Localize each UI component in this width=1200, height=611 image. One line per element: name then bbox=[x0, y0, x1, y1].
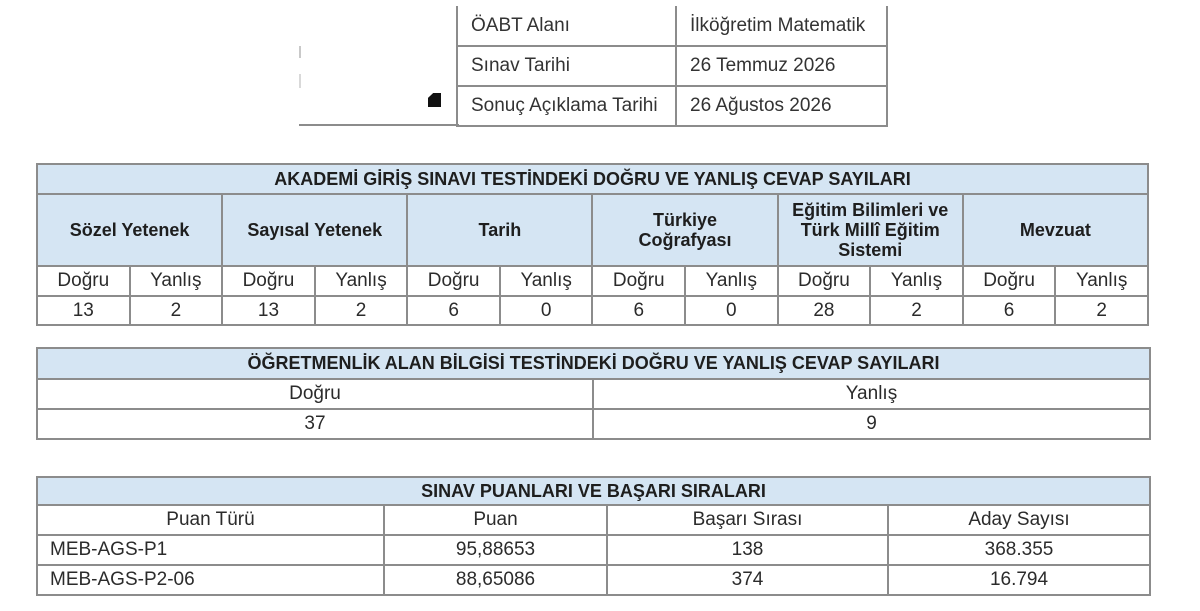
wrong-label: Yanlış bbox=[130, 266, 223, 296]
subject-header bbox=[778, 194, 963, 266]
scan-artifact bbox=[299, 74, 301, 88]
correct-count: 6 bbox=[963, 296, 1056, 325]
score-type: MEB-AGS-P1 bbox=[37, 535, 384, 565]
ags-table-title: AKADEMİ GİRİŞ SINAVI TESTİNDEKİ DOĞRU VE YANLIŞ CEVAP SAYILARI bbox=[37, 164, 1148, 194]
subject-header: Sayısal Yetenek bbox=[222, 194, 407, 266]
info-value: 26 Ağustos 2026 bbox=[676, 86, 887, 126]
candidate-count: 368.355 bbox=[888, 535, 1150, 565]
subject-header-text: Türkiye Coğrafyası bbox=[638, 210, 732, 250]
oabt-answers-table bbox=[36, 347, 1151, 440]
wrong-label: Yanlış bbox=[315, 266, 408, 296]
correct-label: Doğru bbox=[963, 266, 1056, 296]
exam-info-table bbox=[456, 6, 888, 127]
score-type: MEB-AGS-P2-06 bbox=[37, 565, 384, 595]
wrong-count: 2 bbox=[130, 296, 223, 325]
correct-count: 13 bbox=[222, 296, 315, 325]
correct-count: 13 bbox=[37, 296, 130, 325]
subject-header: Mevzuat bbox=[963, 194, 1148, 266]
column-header: Başarı Sırası bbox=[607, 505, 888, 535]
score-value: 95,88653 bbox=[384, 535, 607, 565]
wrong-label: Yanlış bbox=[870, 266, 963, 296]
column-header: Aday Sayısı bbox=[888, 505, 1150, 535]
subject-header bbox=[592, 194, 777, 266]
correct-label: Doğru bbox=[407, 266, 500, 296]
info-row bbox=[457, 86, 887, 126]
wrong-label: Yanlış bbox=[593, 379, 1150, 409]
wrong-count: 9 bbox=[593, 409, 1150, 439]
info-label: Sınav Tarihi bbox=[457, 46, 676, 86]
correct-label: Doğru bbox=[37, 379, 593, 409]
subject-header: Sözel Yetenek bbox=[37, 194, 222, 266]
wrong-count: 0 bbox=[685, 296, 778, 325]
ags-answers-table bbox=[36, 163, 1149, 326]
scan-artifact bbox=[299, 46, 301, 58]
info-value: İlköğretim Matematik bbox=[676, 6, 887, 46]
info-label: Sonuç Açıklama Tarihi bbox=[457, 86, 676, 126]
rank-value: 138 bbox=[607, 535, 888, 565]
correct-label: Doğru bbox=[222, 266, 315, 296]
correct-count: 37 bbox=[37, 409, 593, 439]
wrong-label: Yanlış bbox=[1055, 266, 1148, 296]
corner-mark-icon bbox=[428, 93, 441, 107]
correct-count: 6 bbox=[592, 296, 685, 325]
subject-header: Tarih bbox=[407, 194, 592, 266]
wrong-count: 2 bbox=[1055, 296, 1148, 325]
column-header: Puan bbox=[384, 505, 607, 535]
rank-value: 374 bbox=[607, 565, 888, 595]
table-row bbox=[37, 565, 1150, 595]
oabt-table-title: ÖĞRETMENLİK ALAN BİLGİSİ TESTİNDEKİ DOĞRU VE YANLIŞ CEVAP SAYILARI bbox=[37, 348, 1150, 379]
correct-label: Doğru bbox=[37, 266, 130, 296]
correct-label: Doğru bbox=[592, 266, 685, 296]
wrong-count: 2 bbox=[315, 296, 408, 325]
subject-header-text: Eğitim Bilimleri ve Türk Millî Eğitim Sistemi bbox=[792, 200, 949, 260]
info-value: 26 Temmuz 2026 bbox=[676, 46, 887, 86]
info-label: ÖABT Alanı bbox=[457, 6, 676, 46]
correct-count: 28 bbox=[778, 296, 871, 325]
wrong-label: Yanlış bbox=[685, 266, 778, 296]
info-row bbox=[457, 6, 887, 46]
wrong-count: 2 bbox=[870, 296, 963, 325]
wrong-count: 0 bbox=[500, 296, 593, 325]
info-row bbox=[457, 46, 887, 86]
wrong-label: Yanlış bbox=[500, 266, 593, 296]
table-row bbox=[37, 535, 1150, 565]
score-value: 88,65086 bbox=[384, 565, 607, 595]
scores-table bbox=[36, 476, 1151, 596]
column-header: Puan Türü bbox=[37, 505, 384, 535]
correct-count: 6 bbox=[407, 296, 500, 325]
candidate-count: 16.794 bbox=[888, 565, 1150, 595]
divider-line bbox=[299, 124, 459, 126]
scores-table-title: SINAV PUANLARI VE BAŞARI SIRALARI bbox=[37, 477, 1150, 505]
correct-label: Doğru bbox=[778, 266, 871, 296]
